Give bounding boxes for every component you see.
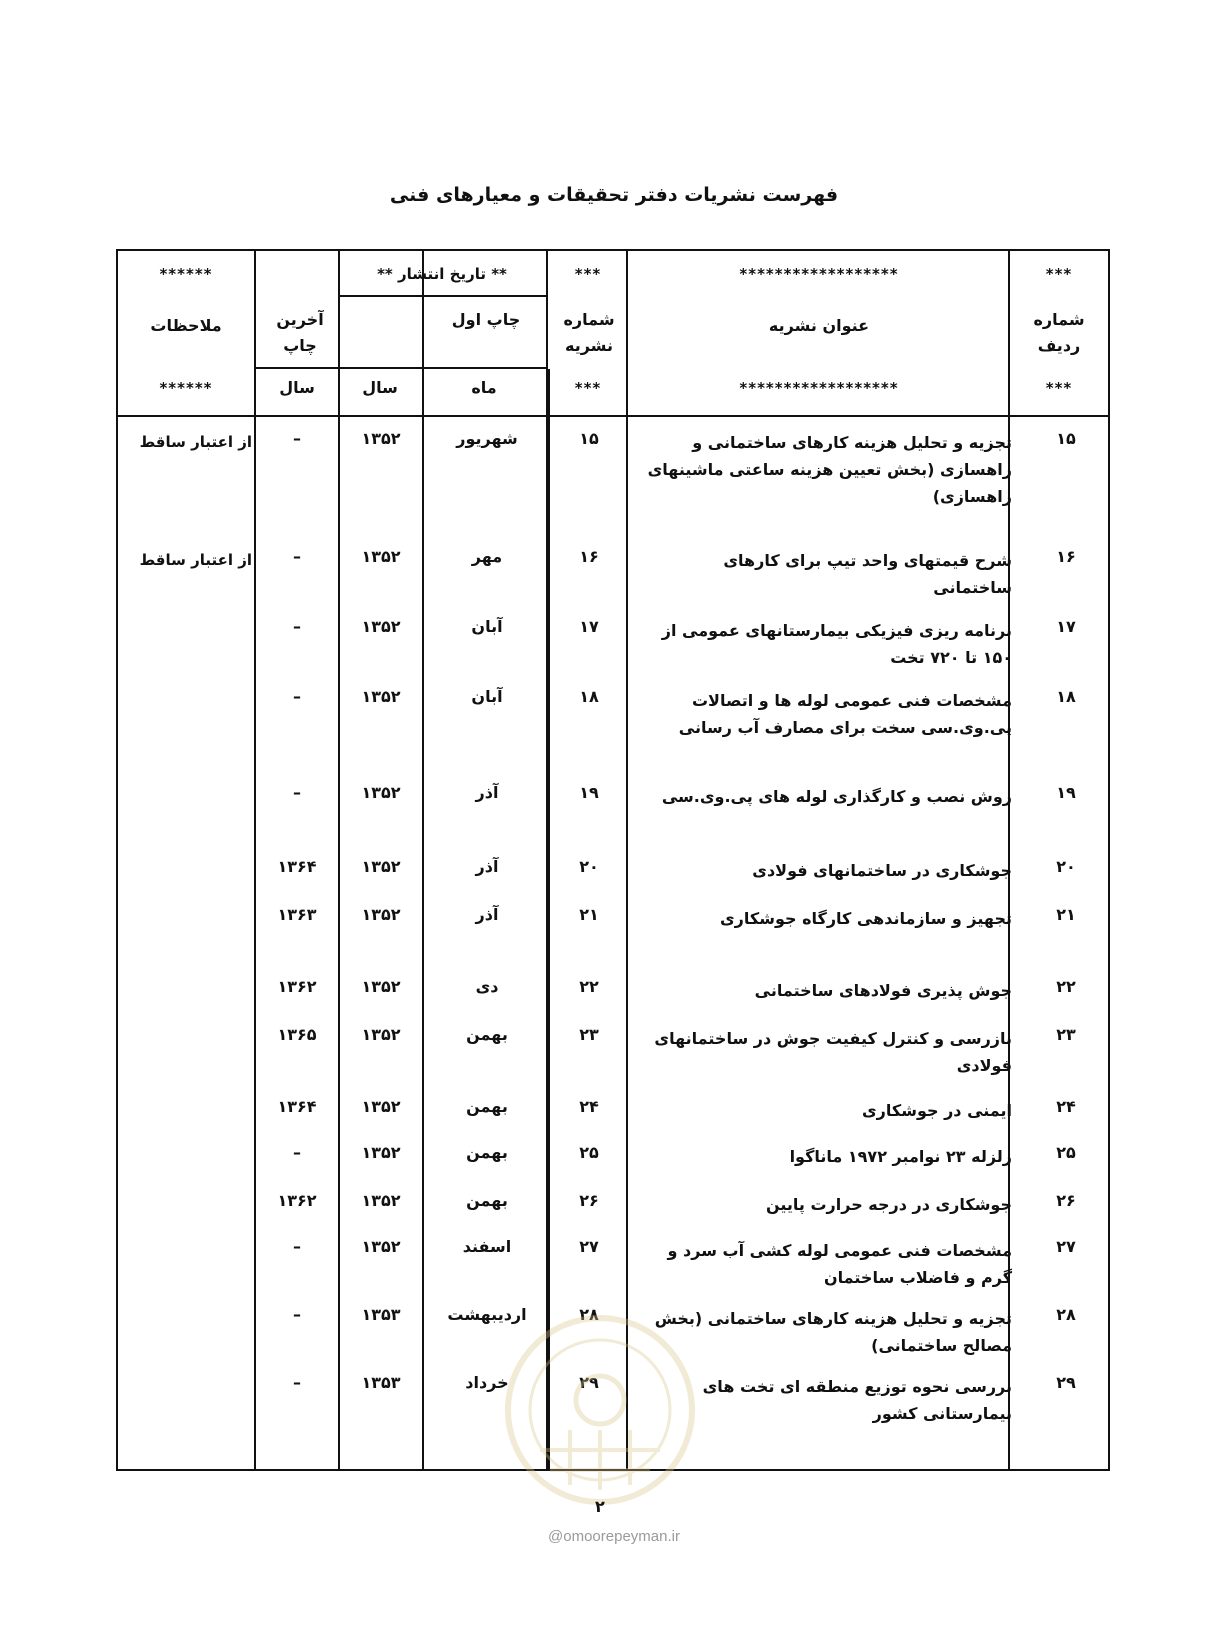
row-publication-number: ۱۸ bbox=[579, 687, 599, 706]
row-number: ۱۸ bbox=[1056, 687, 1076, 706]
row-month: آذر bbox=[475, 783, 499, 802]
row-title: بازرسی و کنترل کیفیت جوش در ساختمانهای فولادی bbox=[654, 1029, 1012, 1075]
row-number: ۱۵ bbox=[1056, 429, 1076, 448]
divider-year bbox=[422, 251, 424, 1469]
row-publication-number: ۲۵ bbox=[579, 1143, 599, 1162]
header-dates-label: ** تاریخ انتشار ** bbox=[377, 265, 507, 283]
row-title: تجزیه و تحلیل هزینه کارهای ساختمانی و راهسازی (بخش تعیین هزینه ساعتی ماشینهای راهسازی) bbox=[647, 433, 1012, 506]
row-year: ۱۳۵۲ bbox=[361, 857, 401, 876]
rule-header-bottom bbox=[118, 415, 1108, 417]
sub-stars-title: ****************** bbox=[739, 379, 899, 397]
row-last-print: ۱۳۶۵ bbox=[277, 1025, 317, 1044]
row-year: ۱۳۵۲ bbox=[361, 1237, 401, 1256]
row-title: شرح قیمتهای واحد تیپ برای کارهای ساختمانی bbox=[723, 551, 1012, 597]
row-last-print: – bbox=[293, 1373, 301, 1392]
sub-stars-id: *** bbox=[1045, 379, 1073, 397]
row-month: شهریور bbox=[456, 429, 518, 448]
row-publication-number: ۲۶ bbox=[579, 1191, 599, 1210]
row-number: ۲۹ bbox=[1056, 1373, 1076, 1392]
row-year: ۱۳۵۲ bbox=[361, 783, 401, 802]
watermark-seal-icon bbox=[500, 1310, 700, 1510]
row-year: ۱۳۵۲ bbox=[361, 687, 401, 706]
row-publication-number: ۱۵ bbox=[579, 429, 599, 448]
row-number: ۲۳ bbox=[1056, 1025, 1076, 1044]
divider-last bbox=[338, 251, 340, 1469]
header-stars-id: *** bbox=[1045, 265, 1073, 283]
row-notes: از اعتبار ساقط bbox=[139, 433, 252, 451]
row-year: ۱۳۵۳ bbox=[361, 1305, 401, 1324]
page-number: ۲ bbox=[595, 1497, 605, 1516]
row-publication-number: ۲۰ bbox=[579, 857, 599, 876]
row-month: آذر bbox=[475, 905, 499, 924]
row-last-print: – bbox=[293, 1305, 301, 1324]
row-month: دی bbox=[475, 977, 499, 996]
divider-pub bbox=[546, 251, 548, 1469]
rule-dates bbox=[338, 295, 546, 297]
watermark-text: @omoorepeyman.ir bbox=[548, 1528, 680, 1545]
row-publication-number: ۲۸ bbox=[579, 1305, 599, 1324]
row-last-print: – bbox=[293, 617, 301, 636]
row-last-print: ۱۳۶۳ bbox=[277, 905, 317, 924]
row-year: ۱۳۵۲ bbox=[361, 977, 401, 996]
row-year: ۱۳۵۲ bbox=[361, 905, 401, 924]
sub-year: سال bbox=[362, 378, 398, 397]
row-title: تجهیز و سازماندهی کارگاه جوشکاری bbox=[720, 909, 1012, 928]
header-last-print: آخرین چاپ bbox=[276, 310, 324, 355]
row-year: ۱۳۵۲ bbox=[361, 1143, 401, 1162]
header-title: عنوان نشریه bbox=[768, 316, 870, 335]
row-title: مشخصات فنی عمومی لوله کشی آب سرد و گرم و فاضلاب ساختمان bbox=[667, 1241, 1012, 1287]
row-notes: از اعتبار ساقط bbox=[139, 551, 252, 569]
row-title: ایمنی در جوشکاری bbox=[862, 1101, 1012, 1120]
row-month: بهمن bbox=[466, 1191, 508, 1210]
row-last-print: – bbox=[293, 687, 301, 706]
row-last-print: – bbox=[293, 1237, 301, 1256]
row-number: ۱۹ bbox=[1056, 783, 1076, 802]
row-number: ۲۴ bbox=[1056, 1097, 1076, 1116]
row-month: آبان bbox=[471, 617, 503, 636]
sub-stars-pub: *** bbox=[574, 379, 602, 397]
row-publication-number: ۱۶ bbox=[579, 547, 599, 566]
row-month: بهمن bbox=[466, 1143, 508, 1162]
row-title: تجزیه و تحلیل هزینه کارهای ساختمانی (بخش مصالح ساختمانی) bbox=[654, 1309, 1012, 1355]
row-title: روش نصب و کارگذاری لوله های پی.وی.سی bbox=[661, 787, 1012, 806]
header-row-number: شماره ردیف bbox=[1033, 310, 1085, 355]
row-year: ۱۳۵۲ bbox=[361, 429, 401, 448]
row-publication-number: ۱۷ bbox=[579, 617, 599, 636]
row-publication-number: ۲۷ bbox=[579, 1237, 599, 1256]
row-title: زلزله ۲۳ نوامبر ۱۹۷۲ ماناگوا bbox=[789, 1147, 1012, 1166]
row-title: برنامه ریزی فیزیکی بیمارستانهای عمومی از ۱۵۰ تا ۷۲۰ تخت bbox=[661, 621, 1012, 667]
row-last-print: – bbox=[293, 547, 301, 566]
row-month: اسفند bbox=[462, 1237, 512, 1256]
header-notes: ملاحظات bbox=[150, 316, 222, 335]
sub-stars-notes: ****** bbox=[159, 379, 213, 397]
row-number: ۲۲ bbox=[1056, 977, 1076, 996]
row-title: بررسی نحوه توزیع منطقه ای تخت های بیمارستانی کشور bbox=[702, 1377, 1012, 1423]
row-last-print: ۱۳۶۲ bbox=[277, 1191, 317, 1210]
row-publication-number: ۲۴ bbox=[579, 1097, 599, 1116]
row-month: بهمن bbox=[466, 1025, 508, 1044]
row-title: جوشکاری در ساختمانهای فولادی bbox=[752, 861, 1012, 880]
row-last-print: – bbox=[293, 783, 301, 802]
row-number: ۲۵ bbox=[1056, 1143, 1076, 1162]
row-number: ۱۷ bbox=[1056, 617, 1076, 636]
row-year: ۱۳۵۳ bbox=[361, 1373, 401, 1392]
row-year: ۱۳۵۲ bbox=[361, 1097, 401, 1116]
row-month: آبان bbox=[471, 687, 503, 706]
row-month: مهر bbox=[471, 547, 503, 566]
row-number: ۲۶ bbox=[1056, 1191, 1076, 1210]
row-last-print: – bbox=[293, 1143, 301, 1162]
sub-last-year: سال bbox=[279, 378, 315, 397]
row-year: ۱۳۵۲ bbox=[361, 1025, 401, 1044]
row-number: ۲۷ bbox=[1056, 1237, 1076, 1256]
row-last-print: ۱۳۶۲ bbox=[277, 977, 317, 996]
header-stars-notes: ****** bbox=[159, 265, 213, 283]
row-year: ۱۳۵۲ bbox=[361, 547, 401, 566]
row-title: جوشکاری در درجه حرارت پایین bbox=[765, 1195, 1012, 1214]
rule-subheader bbox=[254, 367, 546, 369]
row-month: خرداد bbox=[465, 1373, 509, 1392]
row-publication-number: ۲۱ bbox=[579, 905, 599, 924]
row-last-print: ۱۳۶۴ bbox=[277, 1097, 317, 1116]
row-number: ۲۰ bbox=[1056, 857, 1076, 876]
row-number: ۲۱ bbox=[1056, 905, 1076, 924]
row-month: آذر bbox=[475, 857, 499, 876]
row-last-print: ۱۳۶۴ bbox=[277, 857, 317, 876]
row-number: ۱۶ bbox=[1056, 547, 1076, 566]
row-last-print: – bbox=[293, 429, 301, 448]
row-year: ۱۳۵۲ bbox=[361, 1191, 401, 1210]
header-stars-pub: *** bbox=[574, 265, 602, 283]
sub-month: ماه bbox=[471, 378, 497, 397]
row-title: مشخصات فنی عمومی لوله ها و اتصالات پی.وی.سی سخت برای مصارف آب رسانی bbox=[678, 691, 1012, 737]
page-title: فهرست نشریات دفتر تحقیقات و معیارهای فنی bbox=[389, 184, 839, 206]
header-first-print: چاپ اول bbox=[451, 310, 521, 329]
row-title: جوش پذیری فولادهای ساختمانی bbox=[754, 981, 1012, 1000]
header-stars-title: ****************** bbox=[739, 265, 899, 283]
publications-table bbox=[116, 249, 1110, 1471]
row-year: ۱۳۵۲ bbox=[361, 617, 401, 636]
row-publication-number: ۲۲ bbox=[579, 977, 599, 996]
row-publication-number: ۱۹ bbox=[579, 783, 599, 802]
row-publication-number: ۲۹ bbox=[579, 1373, 599, 1392]
row-number: ۲۸ bbox=[1056, 1305, 1076, 1324]
header-publication-number: شماره نشریه bbox=[563, 310, 615, 355]
row-publication-number: ۲۳ bbox=[579, 1025, 599, 1044]
row-month: بهمن bbox=[466, 1097, 508, 1116]
row-month: اردیبهشت bbox=[447, 1305, 527, 1324]
